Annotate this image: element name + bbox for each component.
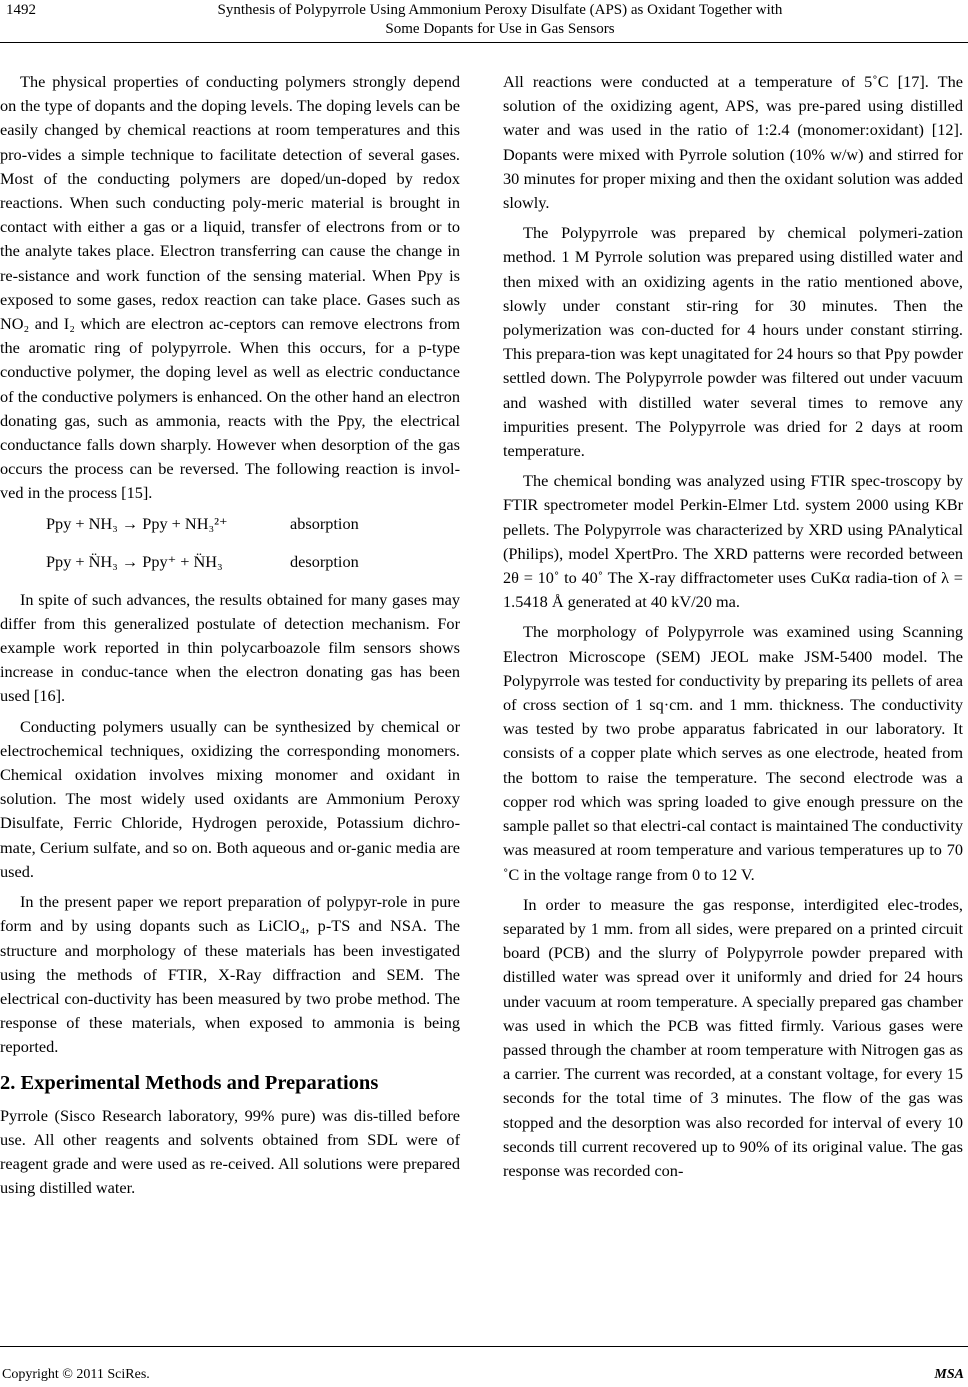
equation-expression: Ppy + NH₃ → Ppy + NH₃²⁺ [46, 513, 228, 533]
paragraph: Pyrrole (Sisco Research laboratory, 99% pure) was dis-tilled before use. All other reagents and solvents obtained from SDL were of reagent grade and were used as re-ceived. All solutions were prepared using distilled water. [0, 1105, 460, 1198]
copyright-notice: Copyright © 2011 SciRes. [2, 1367, 150, 1382]
paragraph: The chemical bonding was analyzed using FTIR spec-troscopy by FTIR spectrometer model Perkin-Elmer Ltd. system 2000 using KBr pellets. The Polypyrrole was characterized by XRD using PAnalytical (Philips), model XpertPro. The XRD patterns were recorded between 2θ = 10˚ to 40˚ The X-ray diffractometer uses CuKα radia-tion of λ = 1.5418 Å generated at 40 kV/20 ma. [503, 471, 963, 612]
paragraph: In spite of such advances, the results obtained for many gases may differ from this generalized postulate of detection mechanism. For example work reported in thin polycarboazole film sensors shows increase in conduc-tance when the electron donating gas has been used [16]. [0, 589, 460, 706]
page-footer [0, 1346, 968, 1387]
paragraph: The Polypyrrole was prepared by chemical polymeri-zation method. 1 M Pyrrole solution was prepared using distilled water and then mixed with an oxidizing agents in the ratio mentioned above, slowly under constant stir-ring for 30 minutes. Then the polymerization was con-ducted for 4 hours under constant stirring. This prepara-tion was kept unagitated for 24 hours so that Ppy powder settled down. The Polypyrrole powder was filtered out under vacuum and washed with distilled water several times to remove any impurities present. The Polypyrrole was dried for 2 days at room temperature. [503, 223, 963, 461]
page-header [0, 0, 968, 43]
paragraph: Conducting polymers usually can be synthesized by chemical or electrochemical techniques, oxidizing the corresponding monomers. Chemical oxidation involves mixing monomer and oxidant in solution. The most widely used oxidants are Ammonium Peroxy Disulfate, Ferric Chloride, Hydrogen peroxide, Potassium dichro-mate, Cerium sulfate, and so on. Both aqueous and or-ganic media are used. [0, 716, 460, 881]
equation-desorption [0, 550, 460, 580]
paragraph: The morphology of Polypyrrole was examined using Scanning Electron Microscope (SEM) JEOL make JSM-5400 model. The Polypyrrole was tested for conductivity by preparing its pellets of area of cross section of 1 sq·cm. and 1 mm. thickness. The conductivity was tested by two probe apparatus fabricated in our laboratory. It consists of a copper plate which serves as one electrode, heated from the bottom to raise the temperature. The second electrode was a copper rod which was spring loaded to give enough pressure on the sample pallet so that electri-cal contact is maintained The conductivity was measured at room temperature and various temperatures up to 70 ˚C in the voltage range from 0 to 12 V. [503, 622, 963, 884]
running-title [100, 1, 900, 39]
paragraph: In order to measure the gas response, interdigited elec-trodes, separated by 1 mm. from all sides, were prepared on a printed circuit board (PCB) and the slurry of Polypyrrole powder prepared with distilled water was spread over it uniformly and dried for 24 hours under vacuum at room temperature. A specially prepared gas chamber was used in which the PCB was fitted firmly. Various gases were passed through the chamber at room temperature with Nitrogen gas as a carrier. The current was recorded, at a constant voltage, for every 15 seconds for the total time of 3 minutes. The flow of the gas was stopped and the desorption was also recorded for interval of every 10 seconds till current recovered up to 90% of its original value. The gas response was recorded con- [503, 894, 963, 1180]
journal-abbreviation: MSA [934, 1367, 964, 1382]
right-column [503, 70, 963, 1189]
left-column [0, 70, 460, 1206]
page-number: 1492 [6, 2, 36, 18]
paragraph: In the present paper we report preparation of polypyr-role in pure form and by using dopants such as LiClO₄, p-TS and NSA. The structure and morphology of these materials has been investigated using the methods of FTIR, X-Ray diffraction and SEM. The electrical con-ductivity has been measured by two probe method. The response of these materials, when exposed to ammonia is being reported. [0, 892, 460, 1057]
running-title-line-1: Synthesis of Polypyrrole Using Ammonium Peroxy Disulfate (APS) as Oxidant Together with [217, 2, 783, 18]
equation-absorption [0, 512, 460, 542]
equation-label: absorption [290, 513, 359, 533]
paragraph: The physical properties of conducting polymers strongly depend on the type of dopants and the doping levels. The doping levels can be easily changed by chemical reactions at room temperatures and this pro-vides a simple technique to facilitate detection of several gases. Most of the conducting polymers are doped/un-doped by redox reactions. When such conducting poly-meric material is brought in contact with either a gas or a liquid, transfer of electrons from or to the analyte takes place. Electron transferring can cause the change in re-sistance and work function of the sensing material. When Ppy is exposed to some gases, redox reaction can take place. Gases such as NO₂ and I₂ which are electron ac-ceptors can remove electrons from the aromatic ring of polypyrrole. When this occurs, for a p-type conductive polymer, the doping level as well as electric conductance of the conductive polymers is enhanced. On the other hand an electron donating gas, such as ammonia, reacts with the Ppy, the electrical conductance falls down sharply. However when desorption of the gas occurs the process can be reversed. The following reaction is invol-ved in the process [15]. [0, 72, 460, 503]
equation-expression: Ppy + N̈H₃ → Ppy⁺ + N̈H₃ [46, 551, 223, 571]
equation-label: desorption [290, 551, 359, 571]
section-heading: 2. Experimental Methods and Preparations [0, 1071, 379, 1094]
running-title-line-2: Some Dopants for Use in Gas Sensors [385, 21, 615, 37]
paragraph: All reactions were conducted at a temperature of 5˚C [17]. The solution of the oxidizing agent, APS, was pre-pared using distilled water and was used in the ratio of 1:2.4 (monomer:oxidant) [12]. Dopants were mixed with Pyrrole solution (10% w/w) and stirred for 30 minutes for proper mixing and then the oxidant solution was added slowly. [503, 72, 963, 213]
